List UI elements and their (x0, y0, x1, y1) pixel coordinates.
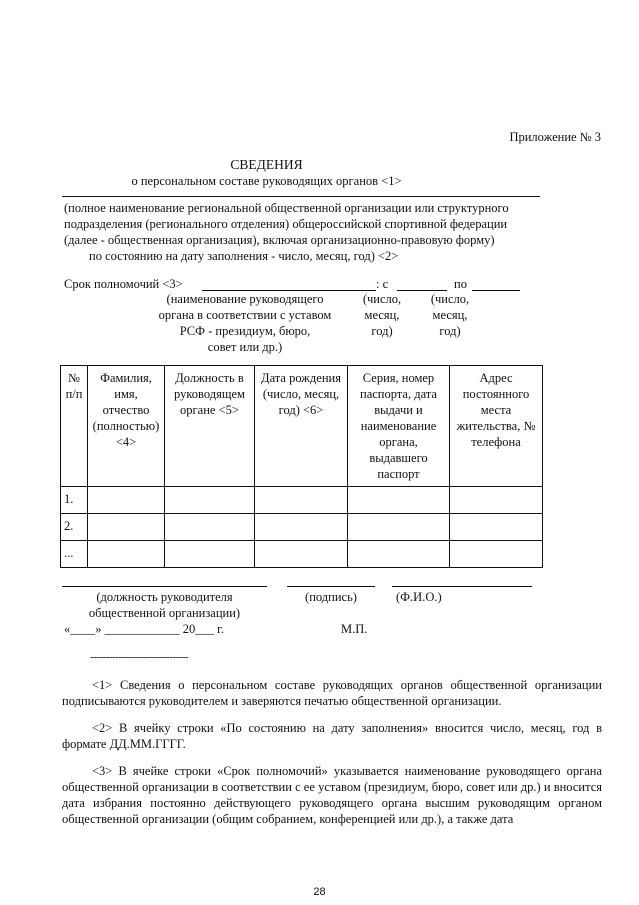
row-number: 1. (61, 487, 88, 514)
term-organ-line[interactable] (202, 290, 376, 291)
members-table (60, 365, 543, 568)
row-number: 2. (61, 514, 88, 541)
cell[interactable] (348, 487, 450, 514)
position-line[interactable] (62, 586, 267, 587)
signature-hint: (подпись) (305, 590, 357, 604)
page-number: 28 (313, 886, 326, 898)
full-name-line[interactable] (392, 586, 532, 587)
col-position: Должность в руководящем органе <5> (165, 366, 255, 487)
cell[interactable] (348, 514, 450, 541)
row-number: ... (61, 541, 88, 568)
footnote-1: <1> Сведения о персональном составе руководящих органов общественной организации подписываются руководителем и заверяются печатью общественной организации. (62, 678, 602, 708)
cell[interactable] (450, 514, 543, 541)
term-to-line[interactable] (472, 290, 520, 291)
cell[interactable] (255, 541, 348, 568)
cell[interactable] (165, 487, 255, 514)
date-line: «____» ____________ 20___ г. (64, 622, 224, 636)
term-from-line[interactable] (397, 290, 447, 291)
cell[interactable] (88, 514, 165, 541)
table-row (61, 514, 543, 541)
document-subtitle: о персональном составе руководящих органов <1> (131, 174, 402, 188)
full-name-hint: (Ф.И.О.) (396, 590, 442, 604)
table-row (61, 541, 543, 568)
table-header-row (61, 366, 543, 487)
term-to-label: по (454, 277, 467, 291)
table-row (61, 487, 543, 514)
col-address: Адрес постоянного места жительства, № телефона (450, 366, 543, 487)
cell[interactable] (255, 514, 348, 541)
document-title: СВЕДЕНИЯ (230, 157, 303, 172)
cell[interactable] (165, 514, 255, 541)
footnote-2: <2> В ячейку строки «По состоянию на дату заполнения» вносится число, месяц, год в формате ДД.ММ.ГГГГ. (62, 721, 602, 751)
cell[interactable] (450, 541, 543, 568)
term-from-label: : с (376, 277, 389, 291)
signature-line[interactable] (287, 586, 375, 587)
col-full-name: Фамилия, имя, отчество (полностью) <4> (88, 366, 165, 487)
col-number: № п/п (61, 366, 88, 487)
term-label: Срок полномочий <3> (64, 277, 183, 291)
col-birth-date: Дата рождения (число, месяц, год) <6> (255, 366, 348, 487)
stamp-place: М.П. (341, 622, 368, 636)
cell[interactable] (255, 487, 348, 514)
col-passport: Серия, номер паспорта, дата выдачи и наименование органа, выдавшего паспорт (348, 366, 450, 487)
cell[interactable] (88, 487, 165, 514)
org-name-line[interactable] (62, 196, 540, 197)
cell[interactable] (165, 541, 255, 568)
cell[interactable] (450, 487, 543, 514)
appendix-label: Приложение № 3 (509, 130, 601, 144)
footnote-3: <3> В ячейке строки «Срок полномочий» указывается наименование руководящего органа общественной организации в соответствии с ее уставом (президиум, бюро, совет или др.) и вносится дата избрания постоянно действующего руководящего органа высшим руководящим органом общественной организации (общим собранием, конференцией или др.), а также дата (62, 764, 602, 826)
cell[interactable] (348, 541, 450, 568)
footnote-separator: ------------------------------- (90, 651, 189, 663)
cell[interactable] (88, 541, 165, 568)
